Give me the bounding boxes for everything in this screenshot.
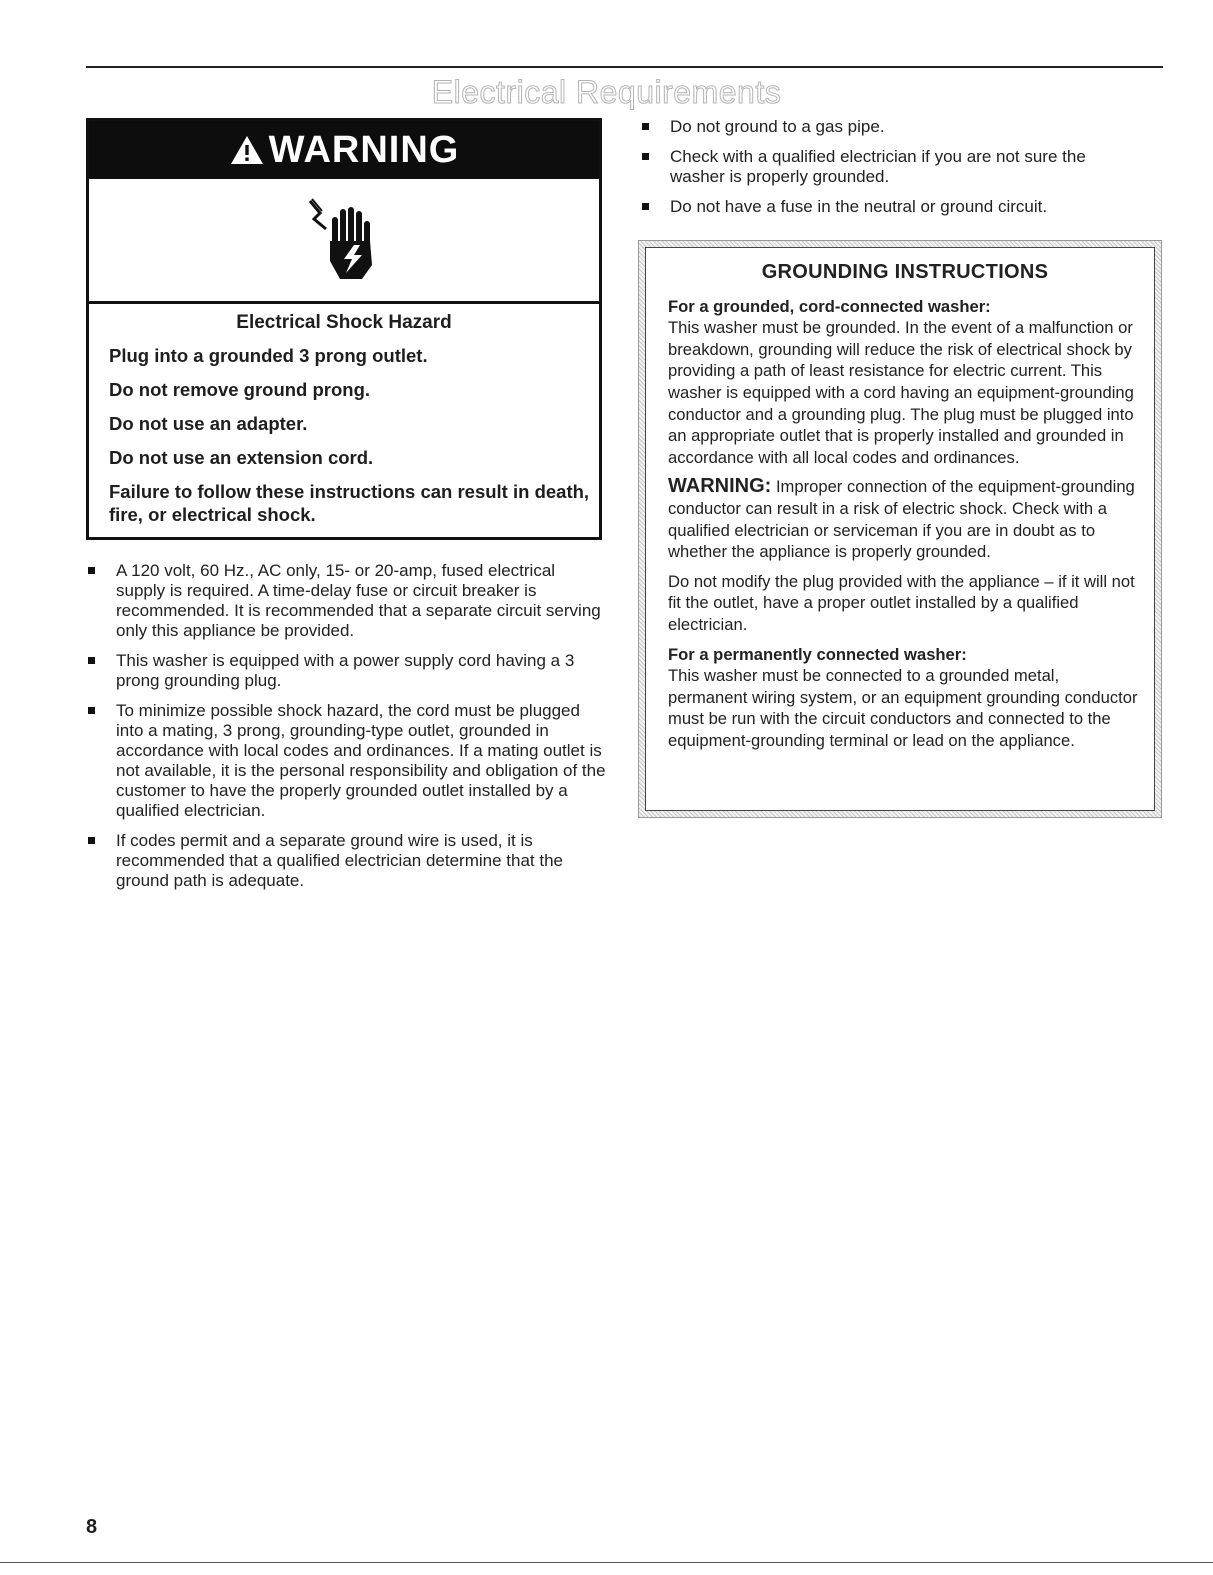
bullet-square-icon	[88, 657, 95, 664]
bullet-square-icon	[88, 707, 95, 714]
top-rule	[86, 66, 1163, 68]
list-item-text: This washer is equipped with a power supply cord having a 3 prong grounding plug.	[116, 651, 575, 690]
bullet-square-icon	[88, 567, 95, 574]
warning-line: Do not remove ground prong.	[109, 379, 371, 400]
list-item-text: Check with a qualified electrician if you are not sure the washer is properly grounded.	[670, 147, 1086, 186]
cord-connected-heading: For a grounded, cord-connected washer:	[668, 296, 991, 316]
warning-line: Plug into a grounded 3 prong outlet.	[109, 345, 428, 366]
list-item	[86, 561, 606, 641]
hazard-title: Electrical Shock Hazard	[236, 312, 452, 333]
grounding-warning-text: Improper connection of the equipment-grounding conductor can result in a risk of electric shock. Check with a qualified electrician or serviceman if you are in doubt as to whether the appliance is properly grounded.	[668, 477, 1135, 562]
list-item-text: A 120 volt, 60 Hz., AC only, 15- or 20-amp, fused electrical supply is required. A time-delay fuse or circuit breaker is recommended. It is recommended that a separate circuit serving only this appliance be provided.	[116, 561, 601, 640]
warning-triangle-icon	[229, 134, 265, 166]
list-item	[640, 147, 1140, 187]
list-item	[640, 197, 1140, 217]
grounding-warning-label: WARNING:	[668, 475, 772, 498]
permanent-connection-heading: For a permanently connected washer:	[668, 644, 967, 664]
bullet-square-icon	[642, 203, 649, 210]
warning-body	[89, 304, 599, 526]
grounding-instructions-box	[638, 240, 1162, 818]
warning-icon-area	[89, 179, 599, 304]
warning-line: Do not use an extension cord.	[109, 447, 374, 468]
list-item	[86, 831, 606, 891]
warning-header	[89, 121, 599, 179]
list-item-text: Do not have a fuse in the neutral or ground circuit.	[670, 197, 1048, 216]
list-item	[86, 651, 606, 691]
bullet-square-icon	[88, 837, 95, 844]
list-item	[640, 117, 1140, 137]
warning-box	[86, 118, 602, 540]
list-item-text: If codes permit and a separate ground wire is used, it is recommended that a qualified electrician determine that the ground path is adequate.	[116, 831, 563, 890]
warning-header-label: WARNING	[268, 128, 460, 171]
plug-modify-text: Do not modify the plug provided with the appliance – if it will not fit the outlet, have a proper outlet installed by a qualified electrician.	[668, 571, 1135, 634]
list-item-text: Do not ground to a gas pipe.	[670, 117, 885, 136]
page-number: 8	[86, 1516, 98, 1538]
grounding-instructions-panel	[645, 247, 1155, 811]
bullet-square-icon	[642, 123, 649, 130]
list-item	[86, 701, 606, 821]
warning-line: Do not use an adapter.	[109, 413, 308, 434]
bottom-rule	[0, 1562, 1213, 1563]
left-bullet-list	[86, 561, 606, 901]
right-bullet-list	[640, 117, 1140, 227]
warning-consequence: Failure to follow these instructions can result in death, fire, or electrical shock.	[109, 481, 590, 525]
grounding-title: GROUNDING INSTRUCTIONS	[761, 261, 1049, 283]
list-item-text: To minimize possible shock hazard, the cord must be plugged into a mating, 3 prong, grounding-type outlet, grounded in accordance with local codes and ordinances. If a mating outlet is not available, it is the personal responsibility and obligation of the customer to have the properly grounded outlet installed by a qualified electrician.	[116, 701, 606, 820]
cord-connected-text: This washer must be grounded. In the event of a malfunction or breakdown, grounding will reduce the risk of electrical shock by providing a path of least resistance for electric current. This washer is equipped with a cord having an equipment-grounding conductor and a grounding plug. The plug must be plugged into an appropriate outlet that is properly installed and grounded in accordance with all local codes and ordinances.	[668, 318, 1134, 467]
permanent-connection-text: This washer must be connected to a grounded metal, permanent wiring system, or an equipment grounding conductor must be run with the circuit conductors and connected to the equipment-grounding terminal or lead on the appliance.	[668, 666, 1138, 750]
page-title: Electrical Requirements	[431, 74, 782, 110]
electrical-shock-hand-icon	[304, 195, 384, 285]
bullet-square-icon	[642, 153, 649, 160]
grounding-warning-paragraph	[668, 476, 1142, 562]
